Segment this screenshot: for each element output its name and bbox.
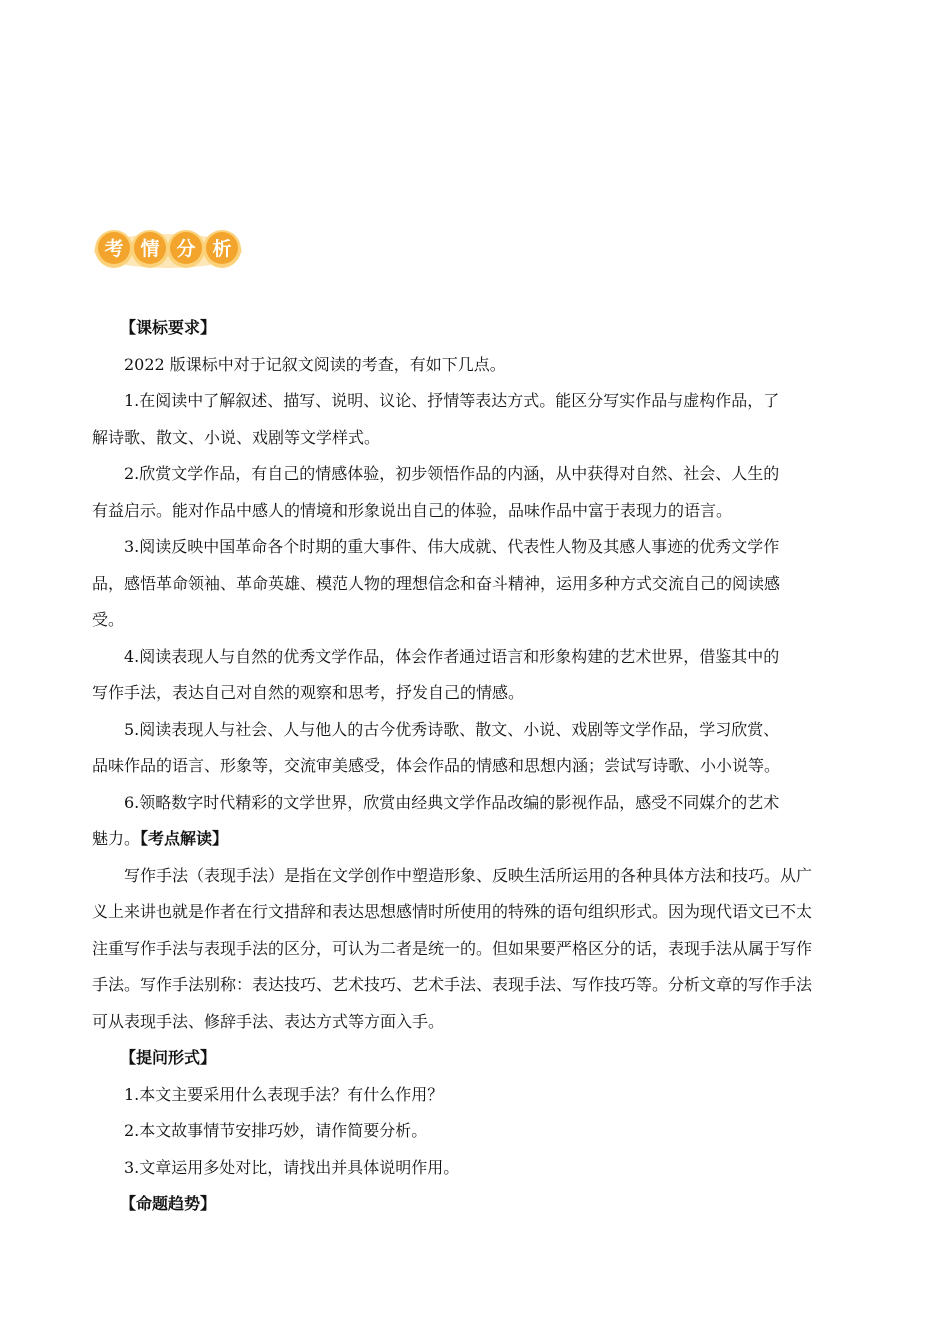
question-2: 2.本文故事情节安排巧妙，请作简要分析。 <box>124 1121 428 1140</box>
svg-text:情: 情 <box>140 238 160 260</box>
item-2-line-1: 2.欣赏文学作品，有自己的情感体验，初步领悟作品的内涵，从中获得对自然、社会、人生的 <box>124 464 780 483</box>
badge-graphic <box>92 227 244 271</box>
item-4-line-2: 写作手法，表达自己对自然的观察和思考，抒发自己的情感。 <box>92 683 525 702</box>
svg-text:分: 分 <box>176 238 196 260</box>
heading-kebiao: 【课标要求】 <box>120 318 217 337</box>
item-3-line-1: 3.阅读反映中国革命各个时期的重大事件、伟大成就、代表性人物及其感人事迹的优秀文学作 <box>124 537 780 556</box>
item-5-line-2: 品味作品的语言、形象等，交流审美感受，体会作品的情感和思想内涵；尝试写诗歌、小小说等。 <box>92 756 781 775</box>
kaodian-line-3: 注重写作手法与表现手法的区分，可认为二者是统一的。但如果要严格区分的话，表现手法从属于写作 <box>92 938 813 958</box>
item-5 <box>92 712 858 785</box>
badge-char-2 <box>131 230 169 268</box>
badge-char-4 <box>203 230 241 268</box>
svg-text:析: 析 <box>212 238 232 260</box>
main-content <box>92 310 858 1223</box>
section-badge <box>92 227 244 271</box>
kaodian-paragraph <box>92 858 858 1041</box>
item-3-line-2: 品，感悟革命领袖、革命英雄、模范人物的理想信念和奋斗精神，运用多种方式交流自己的阅读感 <box>92 573 781 593</box>
question-3: 3.文章运用多处对比，请找出并具体说明作用。 <box>124 1157 460 1177</box>
heading-kaodian: 【考点解读】 <box>140 829 229 848</box>
kaodian-line-5: 可从表现手法、修辞手法、表达方式等方面入手。 <box>92 1011 445 1031</box>
item-2 <box>92 456 858 529</box>
kaodian-line-1: 写作手法（表现手法）是指在文学创作中塑造形象、反映生活所运用的各种具体方法和技巧。从广 <box>124 865 813 885</box>
item-5-line-1: 5.阅读表现人与社会、人与他人的古今优秀诗歌、散文、小说、戏剧等文学作品，学习欣赏、 <box>124 719 780 739</box>
item-1-line-1: 1.在阅读中了解叙述、描写、说明、议论、抒情等表达方式。能区分写实作品与虚构作品，了 <box>124 391 780 410</box>
item-2-line-2: 有益启示。能对作品中感人的情境和形象说出自己的体验，品味作品中富于表现力的语言。 <box>92 500 733 520</box>
item-4 <box>92 639 858 712</box>
kaodian-line-2: 义上来讲也就是作者在行文措辞和表达思想感情时所使用的特殊的语句组织形式。因为现代语文已不太 <box>92 902 813 921</box>
item-1 <box>92 383 858 456</box>
intro-line: 2022 版课标中对于记叙文阅读的考查，有如下几点。 <box>124 354 506 374</box>
item-6-line-2 <box>92 821 858 858</box>
item-6 <box>92 785 858 858</box>
svg-text:考: 考 <box>104 238 124 260</box>
badge-char-1 <box>95 230 133 268</box>
heading-mingti: 【命题趋势】 <box>120 1194 217 1213</box>
item-3 <box>92 529 858 639</box>
item-1-line-2: 解诗歌、散文、小说、戏剧等文学样式。 <box>92 427 381 447</box>
item-4-line-1: 4.阅读表现人与自然的优秀文学作品，体会作者通过语言和形象构建的艺术世界，借鉴其中的 <box>124 646 780 666</box>
item-6-text: 魅力。 <box>92 829 141 848</box>
item-3-line-3: 受。 <box>92 610 125 629</box>
item-6-line-1: 6.领略数字时代精彩的文学世界，欣赏由经典文学作品改编的影视作品，感受不同媒介的艺术 <box>124 792 780 812</box>
kaodian-line-4: 手法。写作手法别称：表达技巧、艺术技巧、艺术手法、表现手法、写作技巧等。分析文章的写作手法 <box>92 975 813 994</box>
heading-tiwen: 【提问形式】 <box>120 1048 217 1067</box>
badge-char-3 <box>167 230 205 268</box>
question-1: 1.本文主要采用什么表现手法？有什么作用？ <box>124 1084 444 1104</box>
